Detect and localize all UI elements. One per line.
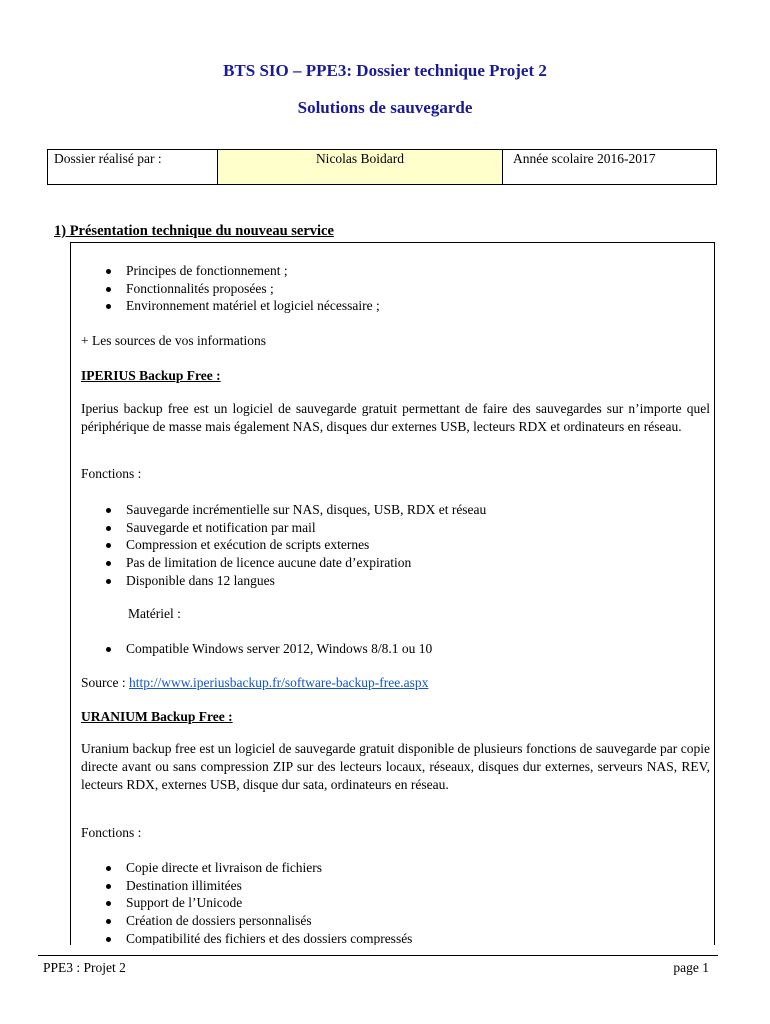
hardware-label: Matériel : [128,606,181,621]
bullet-icon [106,287,111,292]
list-item: Compatibilité des fichiers et des dossiers compressés [81,930,412,945]
bullet-icon [106,561,111,566]
list-item: Sauvegarde incrémentielle sur NAS, disques, USB, RDX et réseau [81,501,486,519]
iperius-functions-label: Fonctions : [81,466,142,481]
iperius-source-link[interactable]: http://www.iperiusbackup.fr/software-backup-free.aspx [129,675,429,690]
bullet-icon [106,304,111,309]
iperius-description: Iperius backup free est un logiciel de sauvegarde gratuit permettant de faire des sauvegardes sur n’importe quel périphérique de masse mais également NAS, disques dur externes USB, lecteurs RDX et ordinateurs en réseau. [81,401,710,434]
author-label: Dossier réalisé par : [48,150,218,185]
section-heading: 1) Présentation technique du nouveau service [54,223,334,239]
list-item: Support de l’Unicode [81,894,412,912]
footer-project: PPE3 : Projet 2 [43,960,126,975]
page-number: page 1 [673,960,709,975]
info-table [47,149,717,185]
bullet-icon [106,647,111,652]
uranium-description: Uranium backup free est un logiciel de sauvegarde gratuit disponible de plusieurs fonctions de sauvegarde par copie directe avant ou sans compression ZIP sur des lecteurs locaux, réseaux, disques dur externes, serveurs NAS, REV, lecteurs RDX, externes USB, disque dur sata, ordinateurs en réseau. [81,741,710,792]
list-item: Compression et exécution de scripts externes [81,536,486,554]
list-item: Création de dossiers personnalisés [81,912,412,930]
uranium-functions-list [81,859,412,945]
intro-list [81,262,380,315]
bullet-icon [106,579,111,584]
list-item: Principes de fonctionnement ; [81,262,380,280]
bullet-icon [106,508,111,513]
school-year: Année scolaire 2016-2017 [503,150,717,185]
list-item: Disponible dans 12 langues [81,572,486,590]
bullet-icon [106,526,111,531]
bullet-icon [106,937,111,942]
bullet-icon [106,919,111,924]
uranium-functions-label: Fonctions : [81,825,142,840]
document-title: BTS SIO – PPE3: Dossier technique Projet 2 [223,61,547,80]
bullet-icon [106,866,111,871]
list-item: Pas de limitation de licence aucune date d’expiration [81,554,486,572]
bullet-icon [106,269,111,274]
section-box [70,242,715,945]
list-item: Sauvegarde et notification par mail [81,519,486,537]
bullet-icon [106,884,111,889]
list-item: Environnement matériel et logiciel nécessaire ; [81,297,380,315]
sources-note: + Les sources de vos informations [81,333,266,348]
iperius-source [81,674,428,692]
bullet-icon [106,901,111,906]
source-label: Source : [81,675,129,690]
document-subtitle: Solutions de sauvegarde [297,98,473,117]
hardware-list [81,640,432,658]
iperius-functions-list [81,501,486,589]
author-name: Nicolas Boidard [218,150,503,185]
list-item: Destination illimitées [81,877,412,895]
list-item: Compatible Windows server 2012, Windows 8/8.1 ou 10 [81,640,432,658]
iperius-title: IPERIUS Backup Free : [81,368,221,383]
uranium-title: URANIUM Backup Free : [81,709,233,724]
bullet-icon [106,543,111,548]
footer-divider [38,955,718,956]
list-item: Fonctionnalités proposées ; [81,280,380,298]
list-item: Copie directe et livraison de fichiers [81,859,412,877]
